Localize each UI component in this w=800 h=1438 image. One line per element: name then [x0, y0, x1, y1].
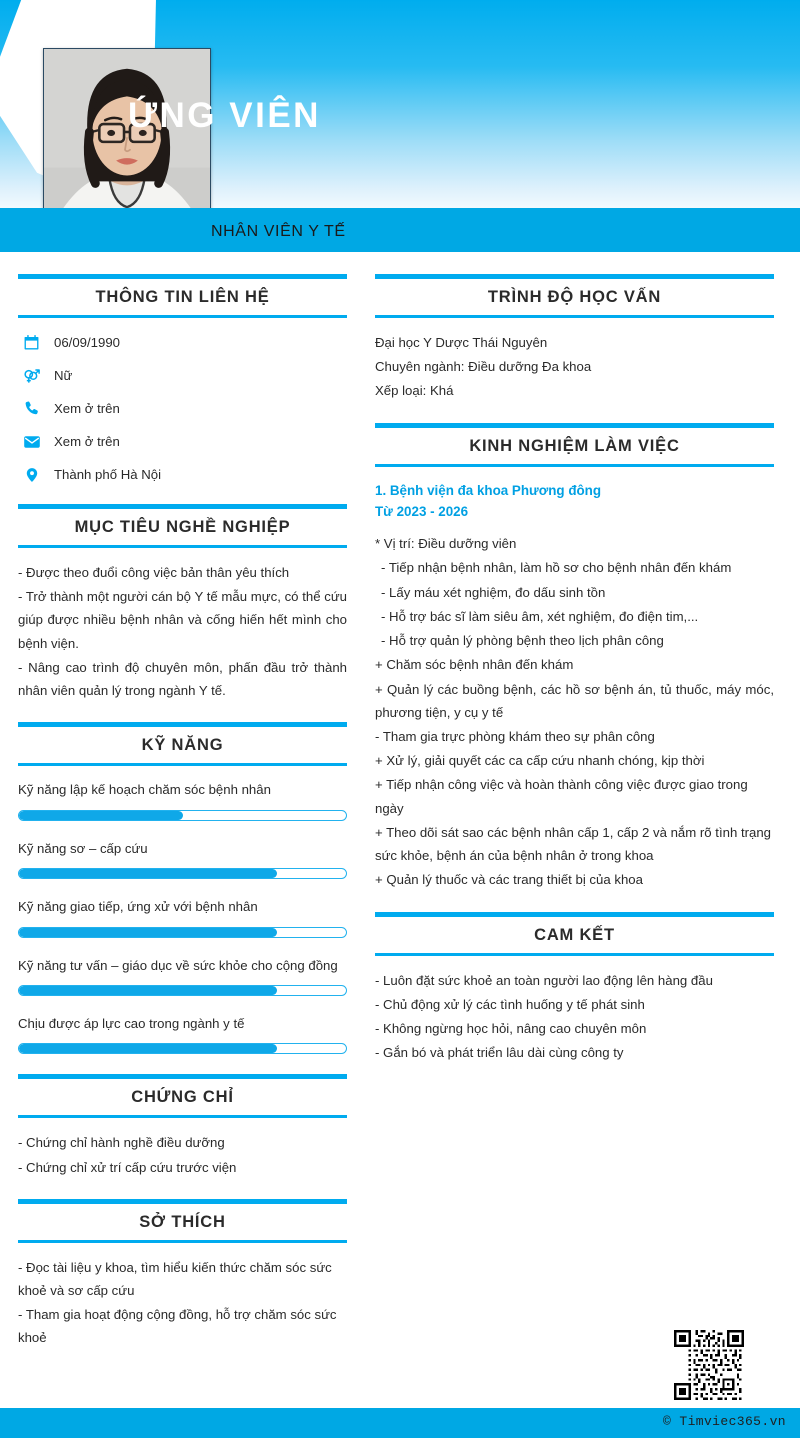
skill-item: [18, 896, 347, 937]
contact-item-location: [18, 465, 347, 484]
objective-content: [18, 561, 347, 702]
commitment-line: - Gắn bó và phát triển lâu dài cùng công ty: [375, 1045, 624, 1061]
experience-bullet: - Tiếp nhận bệnh nhân, làm hồ sơ cho bệnh nhân đến khám: [381, 560, 732, 576]
section-header-contact: [18, 274, 347, 318]
commitment-content: [375, 969, 774, 1065]
section-certificates: [18, 1074, 347, 1178]
experience-bullet: - Lấy máu xét nghiệm, đo dấu sinh tồn: [381, 584, 606, 600]
experience-period: Từ 2023 - 2026: [375, 504, 469, 520]
section-header-certificates: [18, 1074, 347, 1118]
section-contact: [18, 274, 347, 484]
footer-credit: © Timviec365.vn: [662, 1414, 786, 1429]
cv-columns: [0, 252, 800, 1370]
section-career-objective: [18, 504, 347, 702]
objective-line: - Được theo đuổi công việc bản thân yêu thích: [18, 565, 290, 580]
right-column: [375, 274, 774, 1085]
location-icon: [22, 465, 41, 484]
skill-progress-fill: [19, 1044, 277, 1053]
skill-label: Kỹ năng sơ – cấp cứu: [18, 840, 148, 856]
objective-line: - Nâng cao trình độ chuyên môn, phấn đầu trở thành nhân viên quản lý trong ngành Y tế.: [18, 659, 347, 699]
skill-label: Kỹ năng tư vấn – giáo dục về sức khỏe cho cộng đồng: [18, 957, 338, 973]
hobby-line: - Tham gia hoạt động cộng đồng, hỗ trợ chăm sóc sức khoẻ: [18, 1307, 337, 1346]
section-header-experience: [375, 423, 774, 467]
commitment-line: - Không ngừng học hỏi, nâng cao chuyên môn: [375, 1021, 647, 1037]
skill-progress-track: [18, 810, 347, 821]
section-title-skills: KỸ NĂNG: [141, 736, 224, 755]
contact-item-birthdate: [18, 333, 347, 352]
education-line: Đại học Y Dược Thái Nguyên: [375, 335, 548, 350]
experience-bullet: - Hỗ trợ bác sĩ làm siêu âm, xét nghiệm, đo điện tim,...: [381, 608, 699, 624]
skill-progress-fill: [19, 986, 277, 995]
candidate-name: ỨNG VIÊN: [128, 96, 321, 135]
skill-progress-track: [18, 1043, 347, 1054]
contact-item-email: [18, 432, 347, 451]
skill-progress-track: [18, 868, 347, 879]
experience-company: 1. Bệnh viện đa khoa Phương đông: [375, 482, 602, 498]
section-title-education: TRÌNH ĐỘ HỌC VẤN: [487, 288, 662, 306]
contact-value-phone: Xem ở trên: [54, 401, 120, 416]
objective-line: - Trở thành một người cán bộ Y tế mẫu mực, có thể cứu giúp được nhiều bệnh nhân và cống hiến hết mình cho bệnh viện.: [18, 589, 347, 651]
cv-header: [0, 0, 800, 252]
experience-bullet: + Quản lý các buồng bệnh, các hồ sơ bệnh án, tủ thuốc, máy móc, phương tiện, y cụ y tế: [375, 681, 774, 720]
section-title-hobbies: SỞ THÍCH: [139, 1212, 226, 1231]
skill-item: [18, 838, 347, 879]
left-column: [18, 274, 347, 1370]
skill-item: [18, 779, 347, 820]
phone-icon: [22, 399, 41, 418]
section-header-education: [375, 274, 774, 318]
experience-bullet: + Xử lý, giải quyết các ca cấp cứu nhanh chóng, kịp thời: [375, 753, 705, 769]
calendar-icon: [22, 333, 41, 352]
education-line: Xếp loại: Khá: [375, 383, 454, 399]
section-title-experience: KINH NGHIỆM LÀM VIỆC: [469, 436, 680, 455]
experience-bullets: [375, 556, 774, 891]
contact-value-birthdate: 06/09/1990: [54, 335, 121, 350]
skill-progress-fill: [19, 811, 183, 820]
experience-bullet: + Tiếp nhận công việc và hoàn thành công việc được giao trong ngày: [375, 777, 748, 816]
education-content: [375, 331, 774, 403]
section-header-skills: [18, 722, 347, 766]
skill-progress-track: [18, 927, 347, 938]
certificate-line: - Chứng chỉ xử trí cấp cứu trước viện: [18, 1159, 237, 1175]
skill-item: [18, 955, 347, 996]
section-commitment: [375, 912, 774, 1065]
footer-bar: [0, 1408, 800, 1438]
skill-progress-fill: [19, 869, 277, 878]
contact-item-phone: [18, 399, 347, 418]
contact-value-gender: Nữ: [54, 368, 73, 383]
education-line: Chuyên ngành: Điều dưỡng Đa khoa: [375, 359, 592, 375]
hobbies-content: [18, 1256, 347, 1350]
section-header-objective: [18, 504, 347, 548]
section-skills: [18, 722, 347, 1054]
email-icon: [22, 432, 41, 451]
experience-bullet: - Hỗ trợ quản lý phòng bệnh theo lịch phân công: [381, 633, 664, 649]
contact-value-email: Xem ở trên: [54, 434, 120, 449]
commitment-line: - Luôn đặt sức khoẻ an toàn người lao động lên hàng đầu: [375, 972, 713, 988]
section-title-commitment: CAM KẾT: [534, 925, 615, 944]
gender-icon: [22, 366, 41, 385]
experience-bullet: - Tham gia trực phòng khám theo sự phân công: [375, 728, 655, 744]
skill-item: [18, 1013, 347, 1054]
commitment-line: - Chủ động xử lý các tình huống y tế phát sinh: [375, 996, 645, 1012]
job-title: NHÂN VIÊN Y TẾ: [211, 223, 346, 240]
section-education: [375, 274, 774, 403]
section-hobbies: [18, 1199, 347, 1350]
section-title-contact: THÔNG TIN LIÊN HỆ: [95, 288, 270, 306]
certificates-content: [18, 1131, 347, 1178]
contact-list: [18, 331, 347, 484]
skill-progress-track: [18, 985, 347, 996]
experience-role: * Vị trí: Điều dưỡng viên: [375, 536, 517, 552]
section-title-certificates: CHỨNG CHỈ: [131, 1088, 234, 1107]
job-title-bar: [0, 208, 800, 252]
skill-label: Chịu được áp lực cao trong ngành y tế: [18, 1015, 245, 1031]
skill-label: Kỹ năng lập kế hoạch chăm sóc bệnh nhân: [18, 782, 271, 798]
skill-progress-fill: [19, 928, 277, 937]
certificate-line: - Chứng chỉ hành nghề điều dưỡng: [18, 1135, 225, 1151]
hobby-line: - Đọc tài liệu y khoa, tìm hiểu kiến thức chăm sóc sức khoẻ và sơ cấp cứu: [18, 1259, 332, 1298]
experience-bullet: + Quản lý thuốc và các trang thiết bị của khoa: [375, 872, 643, 888]
experience-bullet: + Chăm sóc bệnh nhân đến khám: [375, 657, 574, 673]
section-header-commitment: [375, 912, 774, 956]
section-experience: [375, 423, 774, 892]
section-header-hobbies: [18, 1199, 347, 1243]
experience-bullet: + Theo dõi sát sao các bệnh nhân cấp 1, cấp 2 và nắm rõ tình trạng sức khỏe, bệnh án của bệnh nhân ở trong khoa: [375, 824, 772, 864]
avatar: [43, 48, 211, 224]
section-title-objective: MỤC TIÊU NGHỀ NGHIỆP: [74, 518, 291, 536]
qr-code[interactable]: [674, 1330, 744, 1400]
skill-label: Kỹ năng giao tiếp, ứng xử với bệnh nhân: [18, 899, 258, 915]
contact-item-gender: [18, 366, 347, 385]
contact-value-location: Thành phố Hà Nội: [54, 467, 162, 482]
qr-code-graphic: [674, 1330, 744, 1400]
